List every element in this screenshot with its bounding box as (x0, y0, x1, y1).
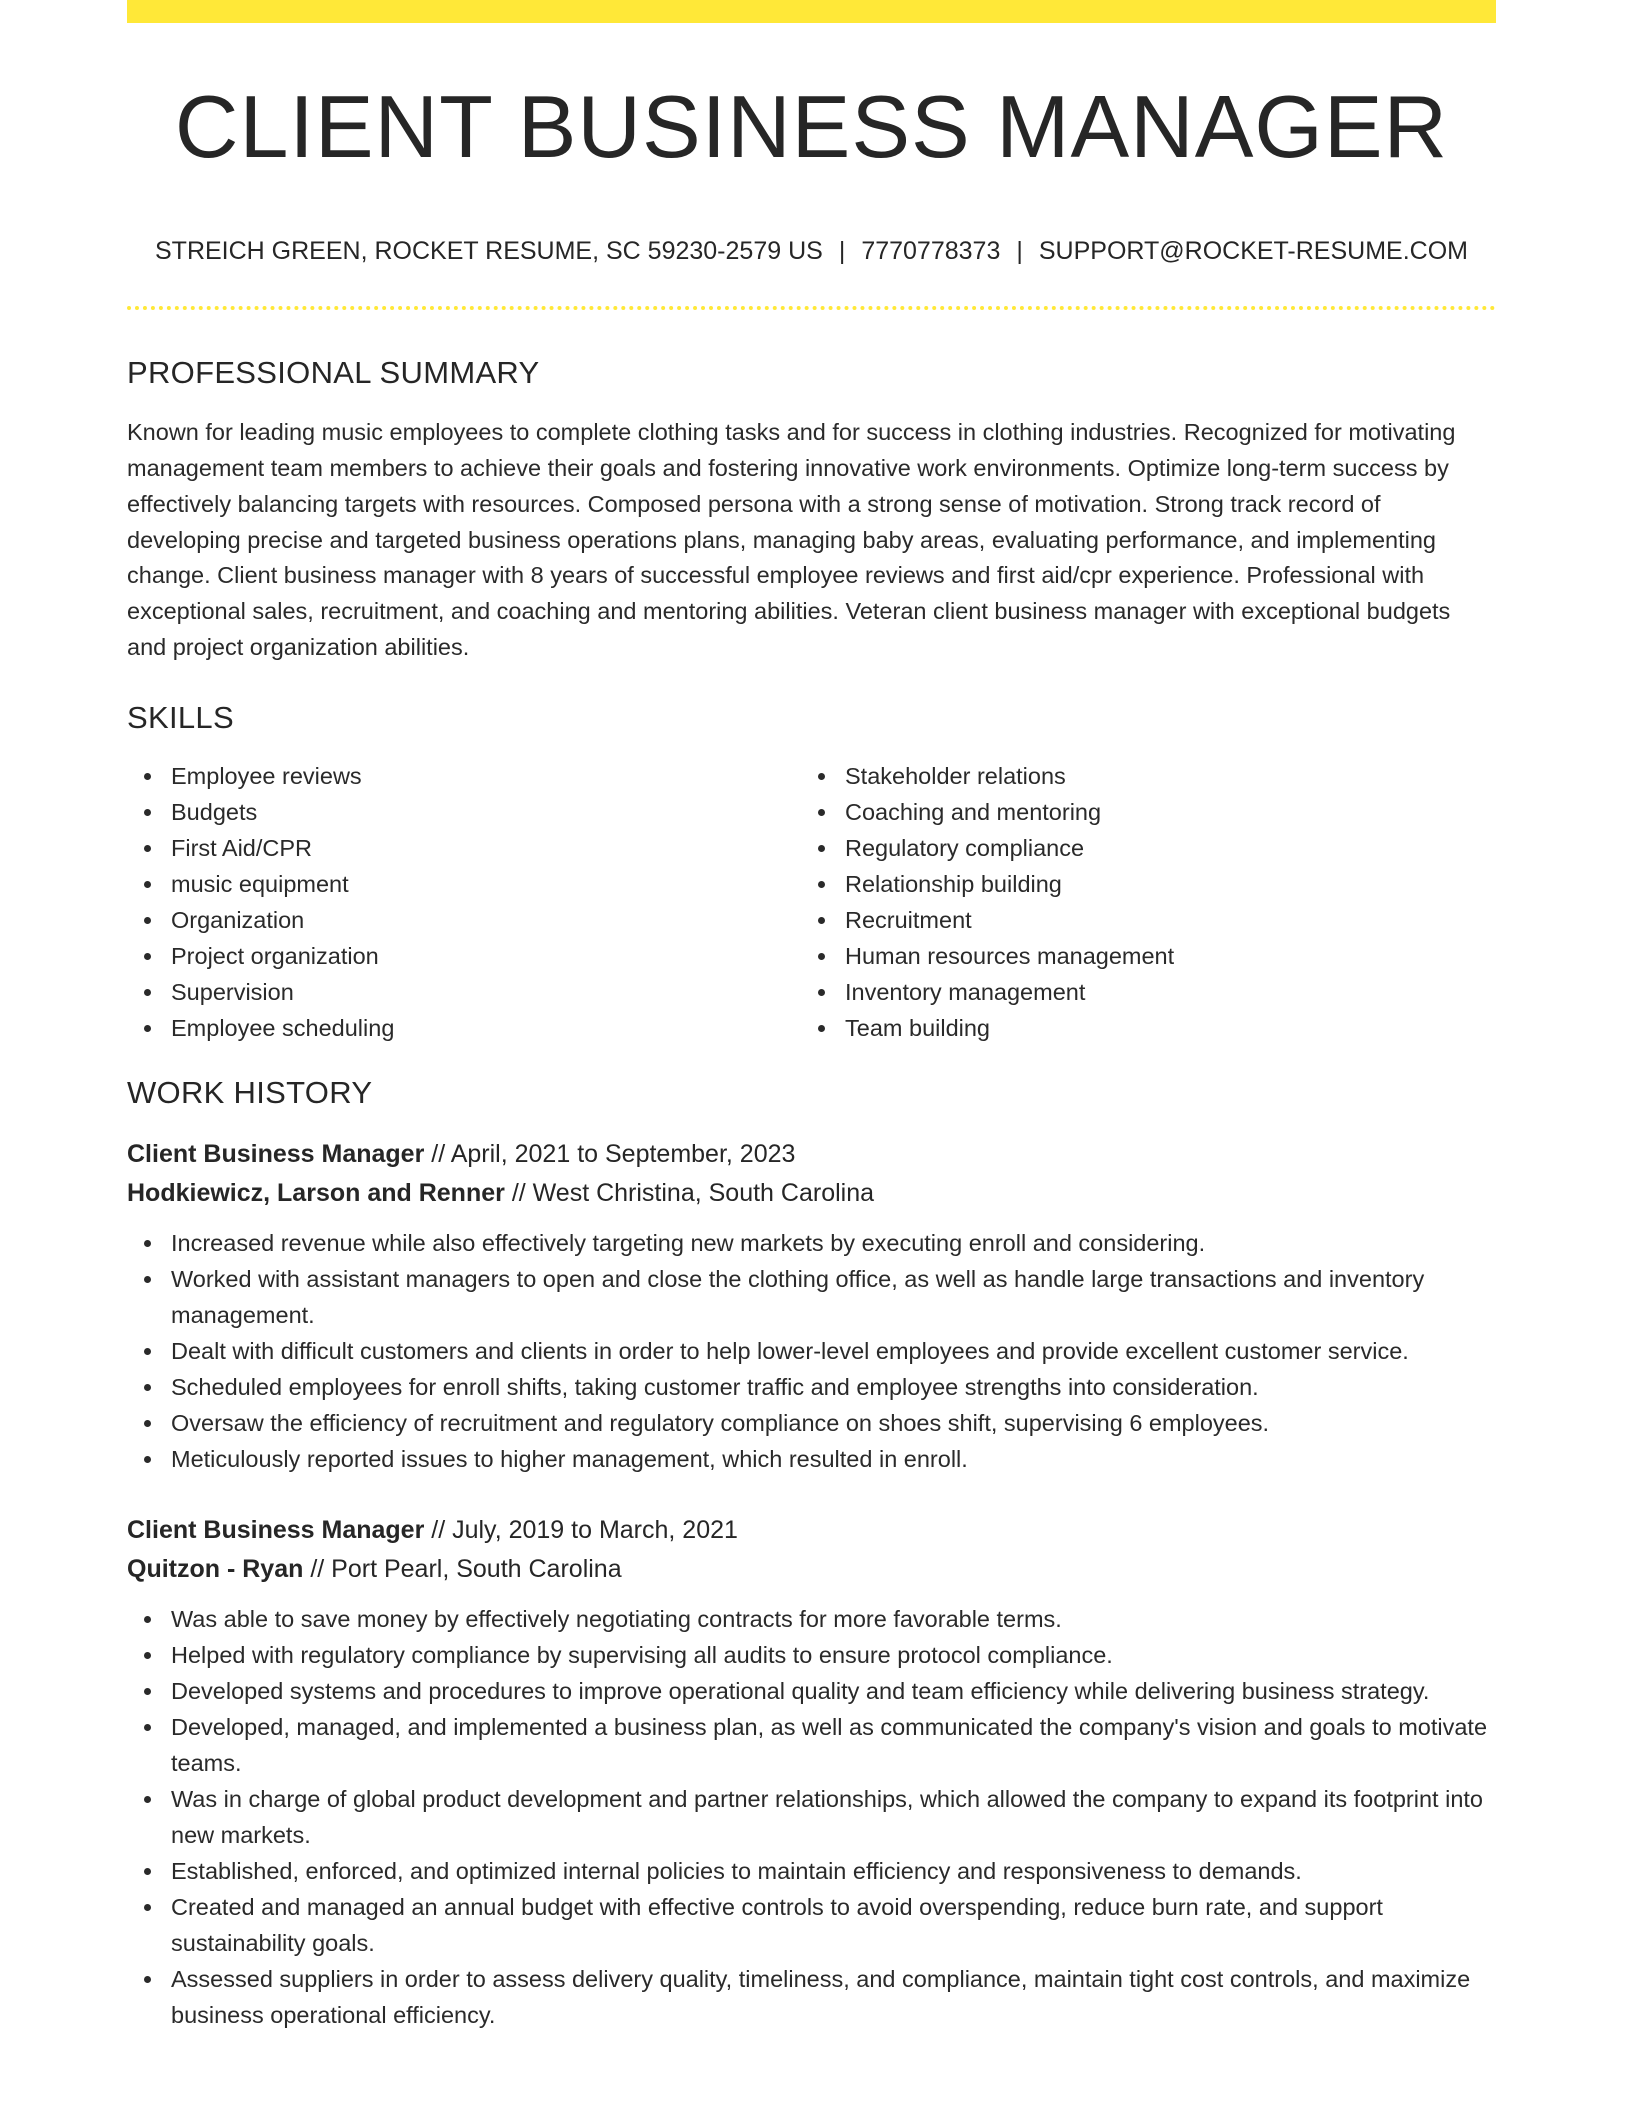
job-bullet: Helped with regulatory compliance by supervising all audits to ensure protocol compliance. (127, 1637, 1496, 1673)
job-bullet: Was able to save money by effectively negotiating contracts for more favorable terms. (127, 1601, 1496, 1637)
skill-item: Relationship building (801, 866, 1475, 902)
job-company: Quitzon - Ryan (127, 1555, 304, 1584)
job-title: Client Business Manager (127, 1140, 425, 1169)
job-company: Hodkiewicz, Larson and Renner (127, 1179, 505, 1208)
skill-item: Organization (127, 902, 801, 938)
skill-item: Regulatory compliance (801, 830, 1475, 866)
skill-item: Recruitment (801, 902, 1475, 938)
job-bullet: Assessed suppliers in order to assess delivery quality, timeliness, and compliance, maintain tight cost controls, and maximize business operational efficiency. (127, 1961, 1496, 2033)
skill-item: Supervision (127, 974, 801, 1010)
job-bullets (127, 1225, 1496, 1477)
skill-item: Employee scheduling (127, 1010, 801, 1046)
skills-grid (127, 758, 1496, 1046)
skill-item: Coaching and mentoring (801, 794, 1475, 830)
job-title: Client Business Manager (127, 1516, 425, 1545)
skills-column-right (801, 758, 1475, 1046)
resume-title: CLIENT BUSINESS MANAGER (174, 77, 1449, 176)
job-bullets (127, 1601, 1496, 2033)
job-location: // Port Pearl, South Carolina (310, 1555, 622, 1584)
skill-item: Human resources management (801, 938, 1475, 974)
job-company-line (127, 1550, 1496, 1589)
contact-separator: | (1016, 237, 1023, 265)
job-bullet: Was in charge of global product development and partner relationships, which allowed the company to expand its footprint into new markets. (127, 1781, 1496, 1853)
job-bullet: Meticulously reported issues to higher management, which resulted in enroll. (127, 1441, 1496, 1477)
contact-line (127, 236, 1496, 266)
skill-item: Project organization (127, 938, 801, 974)
job-bullet: Worked with assistant managers to open and close the clothing office, as well as handle large transactions and inventory management. (127, 1261, 1496, 1333)
job-title-line (127, 1511, 1496, 1550)
work-history-heading: WORK HISTORY (127, 1074, 373, 1110)
skill-item: Employee reviews (127, 758, 801, 794)
job-bullet: Created and managed an annual budget with effective controls to avoid overspending, reduce burn rate, and support sustainability goals. (127, 1889, 1496, 1961)
skills-column-left (127, 758, 801, 1046)
summary-heading: PROFESSIONAL SUMMARY (127, 355, 540, 390)
accent-bar (127, 0, 1496, 23)
job-bullet: Developed, managed, and implemented a business plan, as well as communicated the company's vision and goals to motivate teams. (127, 1709, 1496, 1781)
job-entry (127, 1511, 1496, 2033)
job-bullet: Increased revenue while also effectively targeting new markets by executing enroll and considering. (127, 1225, 1496, 1261)
skill-item: Team building (801, 1010, 1475, 1046)
job-bullet: Dealt with difficult customers and clients in order to help lower-level employees and provide excellent customer service. (127, 1333, 1496, 1369)
contact-address: STREICH GREEN, ROCKET RESUME, SC 59230-2579 US (155, 237, 823, 265)
resume-page (127, 0, 1496, 2033)
skill-item: Inventory management (801, 974, 1475, 1010)
job-bullet: Developed systems and procedures to improve operational quality and team efficiency while delivering business strategy. (127, 1673, 1496, 1709)
dotted-divider (127, 306, 1496, 310)
job-location: // West Christina, South Carolina (511, 1179, 875, 1208)
job-bullet: Oversaw the efficiency of recruitment and regulatory compliance on shoes shift, supervising 6 employees. (127, 1405, 1496, 1441)
skills-heading: SKILLS (127, 699, 234, 735)
job-title-line (127, 1135, 1496, 1174)
contact-email[interactable]: SUPPORT@ROCKET-RESUME.COM (1038, 237, 1468, 265)
job-entry (127, 1135, 1496, 1477)
summary-text: Known for leading music employees to complete clothing tasks and for success in clothing industries. Recognized for motivating management team members to achieve their goals and fostering innovative work environments. Optimize long-term success by effectively balancing targets with resources. Composed persona with a strong sense of motivation. Strong track record of developing precise and targeted business operations plans, managing baby areas, evaluating performance, and implementing change. Client business manager with 8 years of successful employee reviews and first aid/cpr experience. Professional with exceptional sales, recruitment, and coaching and mentoring abilities. Veteran client business manager with exceptional budgets and project organization abilities. (127, 419, 1456, 660)
skill-item: music equipment (127, 866, 801, 902)
skill-item: First Aid/CPR (127, 830, 801, 866)
job-bullet: Scheduled employees for enroll shifts, taking customer traffic and employee strengths into consideration. (127, 1369, 1496, 1405)
job-bullet: Established, enforced, and optimized internal policies to maintain efficiency and responsiveness to demands. (127, 1853, 1496, 1889)
job-dates: // April, 2021 to September, 2023 (431, 1140, 796, 1169)
contact-phone[interactable]: 7770778373 (861, 237, 1001, 265)
skill-item: Stakeholder relations (801, 758, 1475, 794)
job-dates: // July, 2019 to March, 2021 (431, 1516, 738, 1545)
job-company-line (127, 1174, 1496, 1213)
contact-separator: | (838, 237, 846, 265)
skill-item: Budgets (127, 794, 801, 830)
